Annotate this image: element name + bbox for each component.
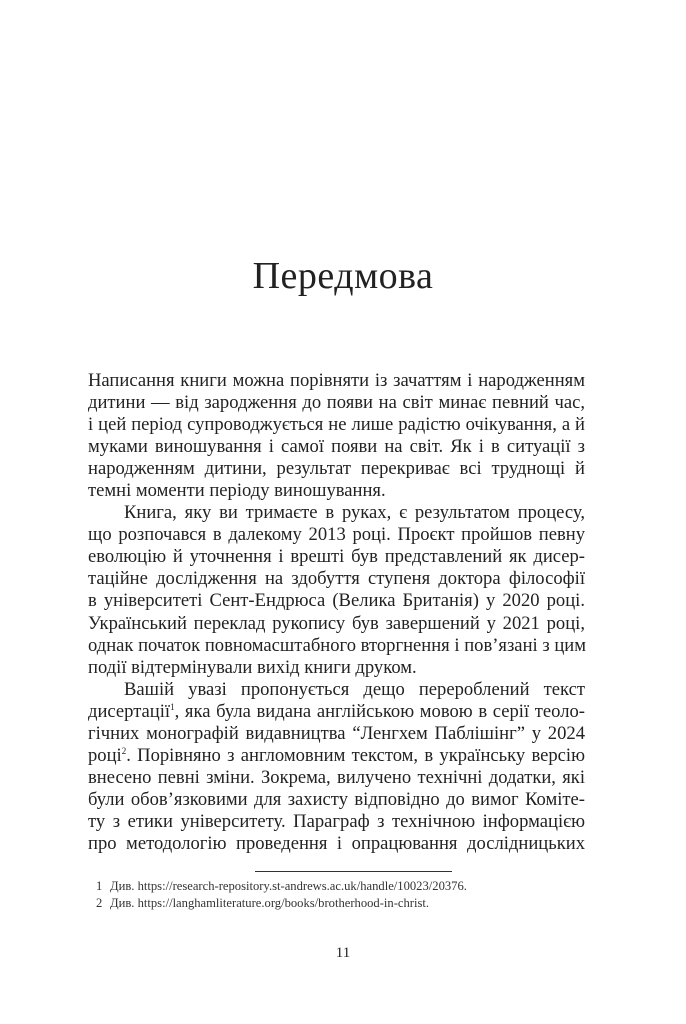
text-line: внесено певні зміни. Зокрема, вилучено технічні додатки, які (88, 766, 585, 788)
footnote-number: 2 (96, 896, 103, 910)
footnote-1 (96, 879, 467, 894)
text-segment: році (88, 744, 122, 766)
text-line: в університеті Сент-Ендрюса (Велика Британія) у 2020 році. (88, 590, 585, 612)
text-line: Написання книги можна порівняти із зачаттям і народженням (88, 370, 585, 391)
text-line: і цей період супроводжується не лише радістю очікування, а й (88, 414, 585, 436)
text-segment: , яка була видана англійською мовою в серії теоло- (174, 700, 585, 722)
page-number: 11 (335, 945, 351, 961)
text-line: однак початок повномасштабного вторгнення і пов’язані з цим (88, 634, 586, 656)
footnote-ref[interactable]: 2 (121, 745, 127, 756)
text-line: таційне дослідження на здобуття ступеня доктора філософії (88, 568, 585, 590)
footnote-ref[interactable]: 1 (170, 701, 175, 712)
text-line: дитини — від зародження до появи на світ минає певний час, (88, 392, 585, 414)
footnote-2 (96, 896, 429, 911)
text-line: були обов’язковими для захисту відповідно до вимог Коміте- (88, 788, 585, 810)
text-line: Книга, яку ви тримаєте в руках, є результатом процесу, (124, 502, 585, 524)
text-segment: дисертації (88, 700, 171, 722)
text-line: муками виношування і самої появи на світ. Як і в ситуації з (88, 436, 585, 458)
text-line: народженням дитини, результат перекриває всі труднощі й (88, 458, 585, 480)
text-line: Український переклад рукопису був завершений у 2021 році, (88, 612, 585, 634)
chapter-title: Передмова (252, 255, 434, 297)
body-text (88, 370, 585, 855)
text-line: що розпочався в далекому 2013 році. Проєкт пройшов певну (88, 524, 585, 546)
text-line: гічних монографій видавництва “Ленгхем Паблішінг” у 2024 (88, 722, 585, 744)
text-line: темні моменти періоду виношування. (88, 480, 386, 502)
text-line: Вашій увазі пропонується дещо перероблений текст (124, 678, 585, 700)
footnote-divider (255, 871, 452, 872)
footnote-number: 1 (96, 879, 103, 893)
text-line: ту з етики університету. Параграф з технічною інформацією (88, 810, 585, 832)
text-line: еволюцію й уточнення і врешті був представлений як дисер- (88, 546, 585, 568)
text-line: про методологію проведення і опрацювання дослідницьких (88, 832, 585, 854)
footnote-text: Див. https://research-repository.st-andrews.ac.uk/handle/10023/20376. (110, 879, 467, 893)
text-line: події відтермінували вихід книги друком. (88, 656, 417, 678)
text-line (88, 701, 585, 723)
text-segment: . Порівняно з англомовним текстом, в українську версію (126, 744, 585, 766)
footnote-text: Див. https://langhamliterature.org/books/brotherhood-in-christ. (110, 896, 430, 910)
text-line (88, 745, 585, 767)
